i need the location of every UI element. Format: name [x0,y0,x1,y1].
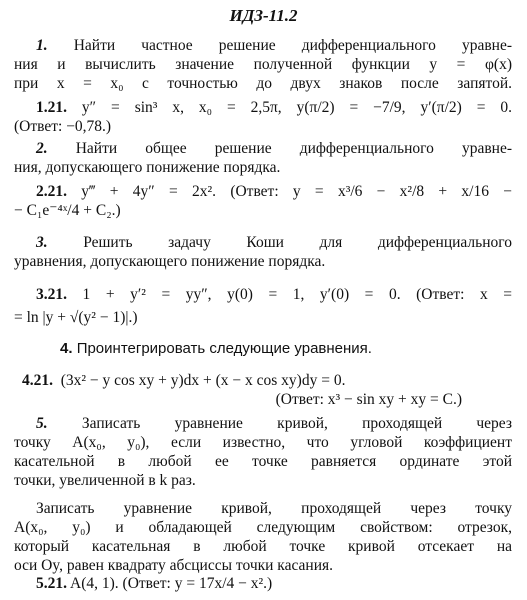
problem-1-21 [14,98,512,136]
problem-1-21-equation: y″ = sin³ x, x₀ = 2,5π, y(π/2) = −7/9, y′(π/2) = 0. [81,99,512,116]
task-5-statement [14,414,512,490]
problem-2-21-line-2: − C₁e⁻⁴ˣ/4 + C₂.) [14,202,121,219]
problem-2-21 [14,182,512,220]
task-5-variant-line-1: Записать уравнение кривой, проходящей через точку [36,500,512,517]
page-title: ИДЗ-11.2 [229,6,298,25]
task-1-line-2: ния и вычислить значение полученной функции y = φ(x) [14,56,512,73]
problem-3-21-line-1: 1 + y′² = yy″, y(0) = 1, y′(0) = 0. (Ответ: x = [82,286,512,303]
task-2-statement [14,139,512,177]
problem-2-21-line-1: y‴ + 4y″ = 2x². (Ответ: y = x³/6 − x²/8 + x/16 − [81,183,512,200]
task-3-line-1: Решить задачу Коши для дифференциального [83,234,513,251]
task-5-line-3: касательной в любой ее точке равняется ординате этой [14,453,512,470]
problem-1-21-number: 1.21. [36,99,67,116]
task-1-number: 1. [36,37,48,54]
task-5-number: 5. [36,415,48,432]
task-1-line-1: Найти частное решение дифференциального уравне- [73,37,512,54]
problem-4-21 [14,371,512,409]
task-3-line-2: уравнения, допускающего понижение порядка. [14,253,326,270]
problem-3-21 [14,285,512,327]
task-5-line-4: точки, увеличенной в k раз. [14,472,196,489]
task-5-variant-line-3: который касательная в любой точке кривой отсекает на [14,538,512,555]
task-5-variant-line-2: A(x₀, y₀) и обладающей следующим свойством: отрезок, [14,519,512,536]
task-1-statement [14,36,512,93]
problem-3-21-number: 3.21. [36,286,67,303]
task-3-number: 3. [36,234,48,251]
problem-5-21-number: 5.21. [36,575,67,592]
task-5-line-2: точку A(x₀, y₀), если известно, что угловой коэффициент [14,434,512,451]
task-5-line-1: Записать уравнение кривой, проходящей через [81,415,513,432]
task-1-line-3: при x = x₀ с точностью до двух знаков после запятой. [14,75,512,92]
problem-2-21-number: 2.21. [36,183,67,200]
problem-5-21-text: A(4, 1). (Ответ: y = 17x/4 − x².) [70,575,273,592]
problem-4-21-equation: (3x² − y cos xy + y)dx + (x − x cos xy)dy = 0. [60,372,346,389]
task-5-variant-statement [14,499,512,575]
problem-4-21-answer: (Ответ: x³ − sin xy + xy = C.) [275,391,462,408]
task-4-text: Проинтегрировать следующие уравнения. [76,340,372,357]
task-2-line-1: Найти общее решение дифференциального уравне- [75,140,513,157]
task-4-number: 4. [60,340,73,357]
task-3-statement [14,233,512,271]
problem-4-21-number: 4.21. [22,372,53,389]
problem-5-21 [14,574,512,593]
problem-3-21-line-2: = ln |y + √(y² − 1)|.) [14,309,138,326]
problem-1-21-answer: (Ответ: −0,78.) [14,118,112,135]
task-2-line-2: ния, допускающего понижение порядка. [14,159,281,176]
task-4-statement [14,339,512,358]
task-5-variant-line-4: оси Oy, равен квадрату абсциссы точки касания. [14,557,334,574]
task-2-number: 2. [36,140,48,157]
